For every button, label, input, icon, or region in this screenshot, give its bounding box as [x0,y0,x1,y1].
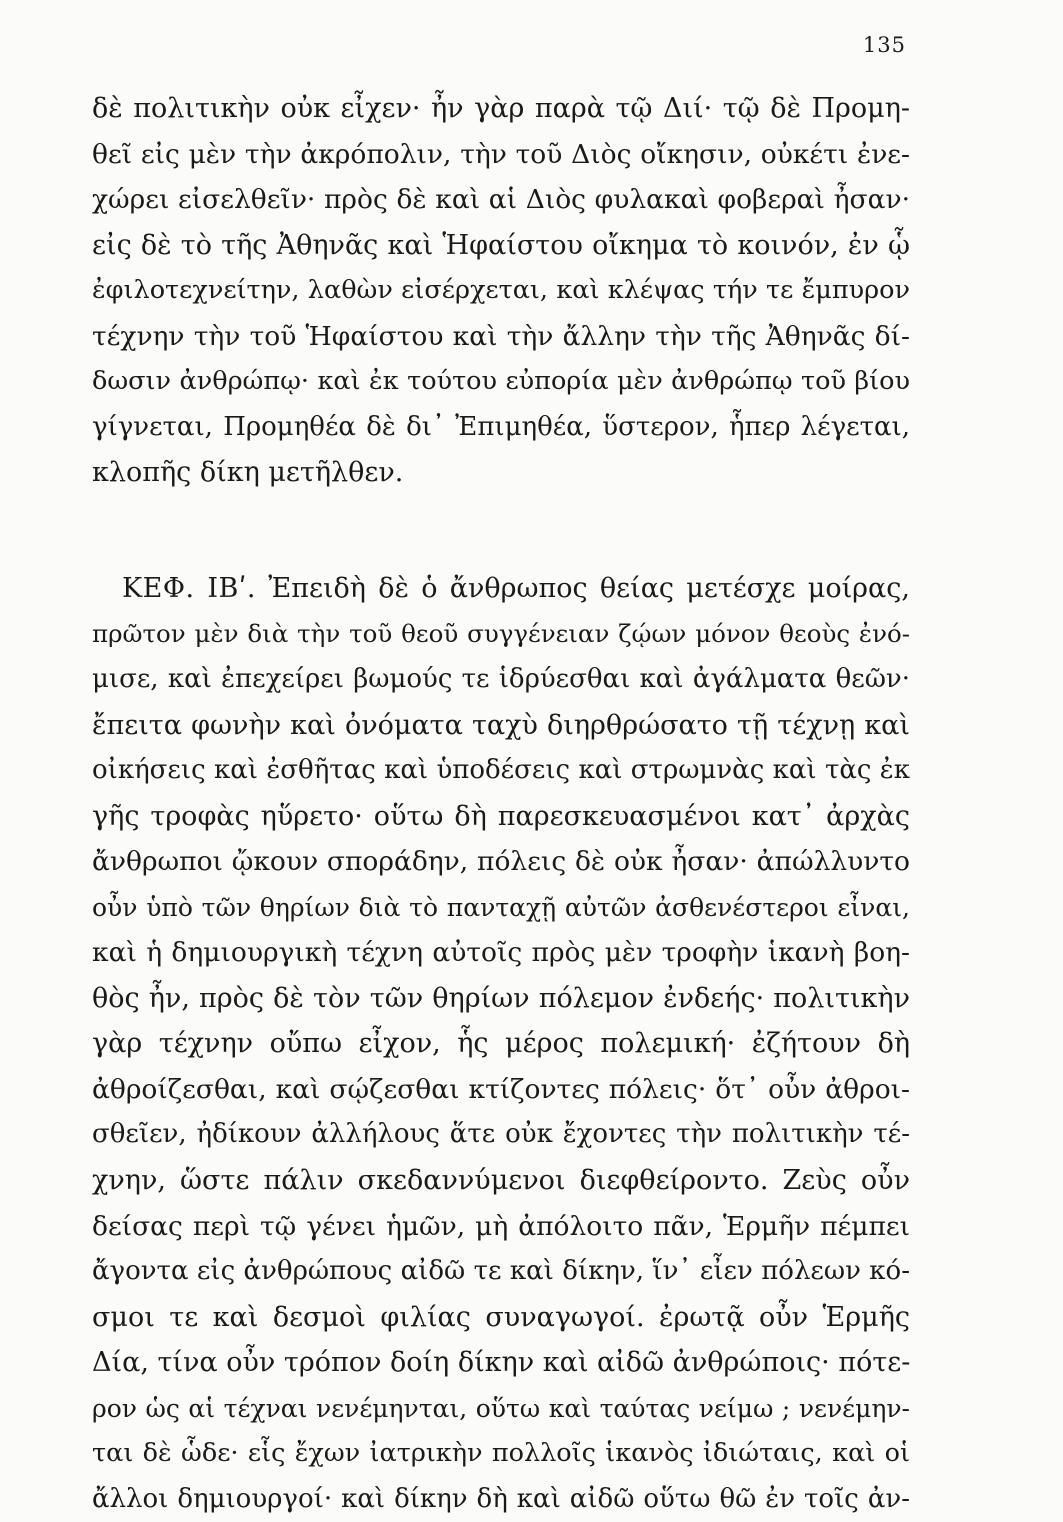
text-line: ἔπειτα φωνὴν καὶ ὀνόματα ταχὺ διηρθρώσατο τῇ τέχνῃ καὶ [92,709,910,741]
page-number: 135 [862,33,906,57]
text-line: Δία, τίνα οὖν τρόπον δοίη δίκην καὶ αἰδῶ ἀνθρώποις· πότε- [92,1347,911,1379]
text-line: ται δὲ ὧδε· εἷς ἔχων ἰατρικὴν πολλοῖς ἱκανὸς ἰδιώταις, καὶ οἱ [92,1438,910,1469]
body-text [92,86,910,1522]
chapter-heading: ΚΕΦ. ΙΒʹ. [122,572,256,604]
text-line: χνην, ὥστε πάλιν σκεδαννύμενοι διεφθείροντο. Ζεὺς οὖν [92,1165,910,1197]
text-line: χώρει εἰσελθεῖν· πρὸς δὲ καὶ αἱ Διὸς φυλακαὶ φοβεραὶ ἦσαν· [92,184,910,216]
text-line: δὲ πολιτικὴν οὐκ εἶχεν· ἦν γὰρ παρὰ τῷ Διί· τῷ δὲ Προμη- [92,93,910,124]
text-line: σθεῖεν, ἠδίκουν ἀλλήλους ἅτε οὐκ ἔχοντες τὴν πολιτικὴν τέ- [92,1119,910,1150]
text-line: ἄνθρωποι ᾤκουν σποράδην, πόλεις δὲ οὐκ ἦσαν· ἀπώλλυντο [92,846,910,878]
text-line: γίγνεται, Προμηθέα δὲ δι᾽ Ἐπιμηθέα, ὕστερον, ἧπερ λέγεται, [92,411,910,442]
text-line: θὸς ἦν, πρὸς δὲ τὸν τῶν θηρίων πόλεμον ἐνδεής· πολιτικὴν [92,982,910,1014]
text-line: ρον ὡς αἱ τέχναι νενέμηνται, οὕτω καὶ ταύτας νείμω ; νενέμην- [92,1393,910,1423]
text-line: ἀθροίζεσθαι, καὶ σῴζεσθαι κτίζοντες πόλεις· ὅτ᾽ οὖν ἀθροι- [92,1073,910,1105]
text-line: ἄγοντα εἰς ἀνθρώπους αἰδῶ τε καὶ δίκην, ἵν᾽ εἶεν πόλεων κό- [92,1256,910,1287]
text-line: πρῶτον μὲν διὰ τὴν τοῦ θεοῦ συγγένειαν ζῴων μόνον θεοὺς ἐνό- [92,619,910,649]
text-line: γῆς τροφὰς ηὕρετο· οὕτω δὴ παρεσκευασμένοι κατ᾽ ἀρχὰς [92,800,910,832]
text-line: κλοπῆς δίκη μετῆλθεν. [92,457,404,489]
paragraph-2 [92,566,910,1522]
heading-line [92,566,910,612]
text-line: καὶ ἡ δημιουργικὴ τέχνη αὐτοῖς πρὸς μὲν τροφὴν ἱκανὴ βοη- [92,937,910,969]
paragraph-1 [92,86,910,496]
text-line: οἰκήσεις καὶ ἐσθῆτας καὶ ὑποδέσεις καὶ στρωμνὰς καὶ τὰς ἐκ [92,755,910,786]
text-line: δωσιν ἀνθρώπῳ· καὶ ἐκ τούτου εὐπορία μὲν ἀνθρώπῳ τοῦ βίου [92,366,910,397]
text-line: θεῖ εἰς μὲν τὴν ἀκρόπολιν, τὴν τοῦ Διὸς οἴκησιν, οὐκέτι ἐνε- [92,138,910,170]
paragraph-gap [92,496,910,566]
text-line: οὖν ὑπὸ τῶν θηρίων διὰ τὸ πανταχῇ αὐτῶν ἀσθενέστεροι εἶναι, [92,892,910,922]
heading-line-text: Ἐπειδὴ δὲ ὁ ἄνθρωπος θείας μετέσχε μοίρας, [268,572,910,604]
text-line: εἰς δὲ τὸ τῆς Ἀθηνᾶς καὶ Ἡφαίστου οἴκημα τὸ κοινόν, ἐν ᾧ [92,229,910,261]
text-line: σμοι τε καὶ δεσμοὶ φιλίας συναγωγοί. ἐρωτᾷ οὖν Ἑρμῆς [92,1301,910,1333]
text-line: μισε, καὶ ἐπεχείρει βωμούς τε ἱδρύεσθαι καὶ ἀγάλματα θεῶν· [92,664,910,695]
text-line: δείσας περὶ τῷ γένει ἡμῶν, μὴ ἀπόλοιτο πᾶν, Ἑρμῆν πέμπει [92,1210,910,1242]
text-line: τέχνην τὴν τοῦ Ἡφαίστου καὶ τὴν ἄλλην τὴν τῆς Ἀθηνᾶς δί- [92,320,910,352]
text-line: γὰρ τέχνην οὔπω εἶχον, ἧς μέρος πολεμική· ἐζήτουν δὴ [92,1028,910,1060]
text-line: ἐφιλοτεχνείτην, λαθὼν εἰσέρχεται, καὶ κλέψας τήν τε ἔμπυρον [92,275,910,306]
text-line: ἄλλοι δημιουργοί· καὶ δίκην δὴ καὶ αἰδῶ οὕτω θῶ ἐν τοῖς ἀν- [92,1483,910,1514]
